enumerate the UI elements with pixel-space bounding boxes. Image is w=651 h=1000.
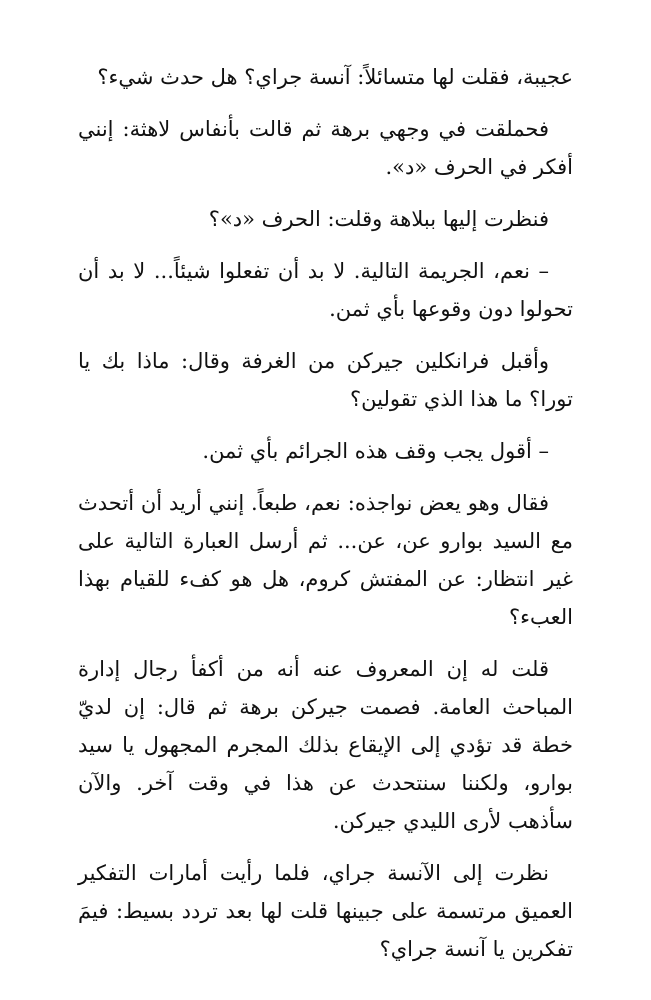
paragraph-3: فنظرت إليها ببلاهة وقلت: الحرف «د»؟ [208,207,549,231]
paragraph-4: – نعم، الجريمة التالية. لا بد أن تفعلوا شيئاً... لا بد أن تحولوا دون وقوعها بأي ثمن. [78,259,573,321]
paragraph-1: عجيبة، فقلت لها متسائلاً: آنسة جراي؟ هل حدث شيء؟ [97,65,573,89]
paragraph-9: نظرت إلى الآنسة جراي، فلما رأيت أمارات التفكير العميق مرتسمة على جبينها قلت لها بعد تردد بسيط: فيمَ تفكرين يا آنسة جراي؟ [78,861,573,961]
paragraph-7: فقال وهو يعض نواجذه: نعم، طبعاً. إنني أريد أن أتحدث مع السيد بوارو عن، عن... ثم أرسل العبارة التالية على غير انتظار: عن المفتش كروم، هل هو كفء للقيام بهذا العبء؟ [78,491,573,629]
paragraph-6: – أقول يجب وقف هذه الجرائم بأي ثمن. [202,439,549,463]
paragraph-5: وأقبل فرانكلين جيركن من الغرفة وقال: ماذا بك يا تورا؟ ما هذا الذي تقولين؟ [78,349,573,411]
paragraph-2: فحملقت في وجهي برهة ثم قالت بأنفاس لاهثة: إنني أفكر في الحرف «د». [78,117,573,179]
paragraph-8: قلت له إن المعروف عنه أنه من أكفأ رجال إدارة المباحث العامة. فصمت جيركن برهة ثم قال: إن لديّ خطة قد تؤدي إلى الإيقاع بذلك المجرم المجهول يا سيد بوارو، ولكننا سنتحدث عن هذا في وقت آخر. والآن سأذهب لأرى الليدي جيركن. [78,657,573,833]
